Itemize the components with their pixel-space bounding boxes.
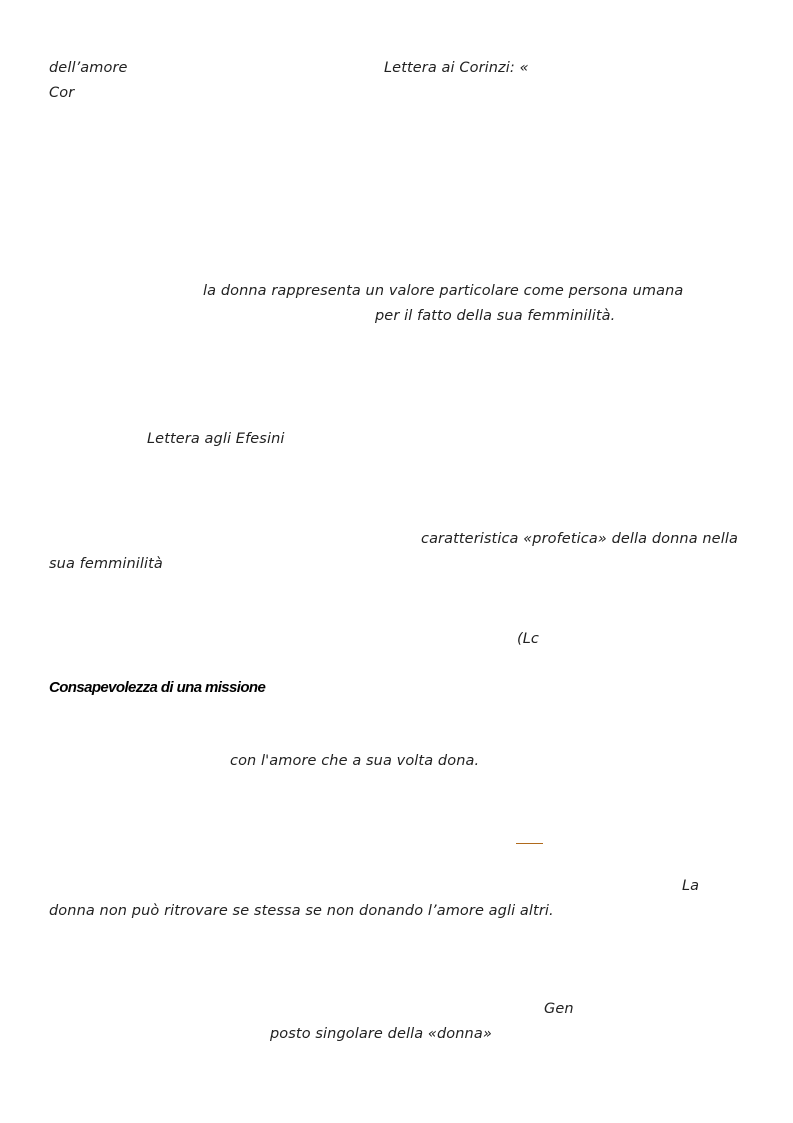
text-fragment-femminilita: per il fatto della sua femminilità. [375, 308, 616, 324]
text-fragment-valore-particolare: la donna rappresenta un valore particolare come persona umana [203, 283, 684, 299]
text-fragment-ritrovare: donna non può ritrovare se stessa se non donando l’amore agli altri. [49, 903, 554, 919]
text-fragment-gen: Gen [544, 1001, 574, 1017]
footnote-rule [516, 843, 543, 844]
section-heading: Consapevolezza di una missione [49, 679, 266, 696]
text-fragment-cor: Cor [49, 85, 75, 101]
text-fragment-amore-dona: con l'amore che a sua volta dona. [230, 753, 480, 769]
text-fragment-lettera-efesini: Lettera agli Efesini [147, 431, 285, 447]
text-fragment-lc: (Lc [517, 631, 540, 647]
text-fragment-sua-femminilita: sua femminilità [49, 556, 163, 572]
text-fragment-lettera-corinzi: Lettera ai Corinzi: « [384, 60, 529, 76]
text-fragment-dellamore: dell’amore [49, 60, 128, 76]
text-fragment-posto-singolare: posto singolare della «donna» [270, 1026, 492, 1042]
text-fragment-profetica: caratteristica «profetica» della donna nella [421, 531, 738, 547]
text-fragment-la: La [682, 878, 700, 894]
